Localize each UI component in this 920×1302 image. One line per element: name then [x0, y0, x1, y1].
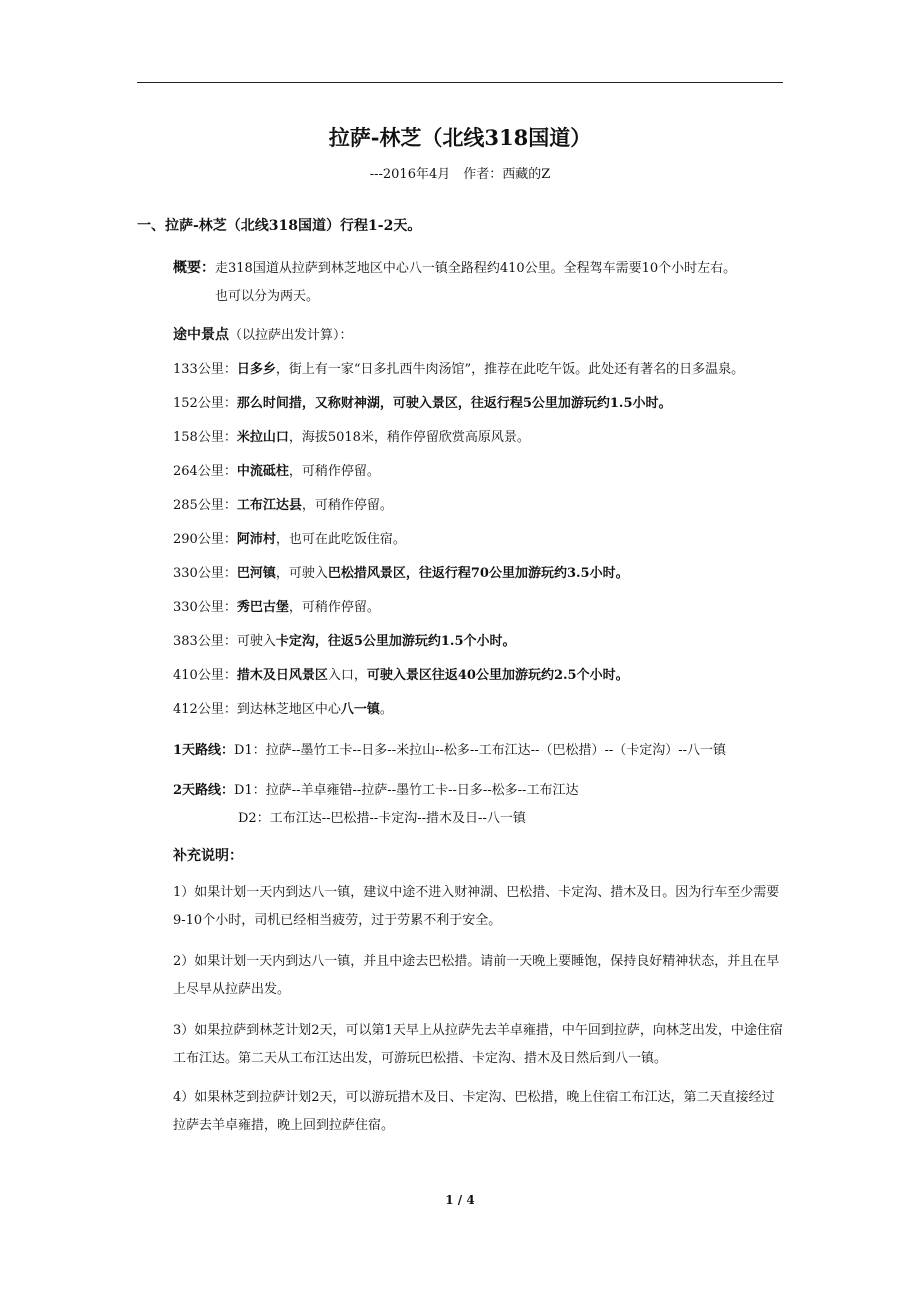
route-1-d1: D1：拉萨--墨竹工卡--日多--米拉山--松多--工布江达--（巴松措）--（卡定沟）--八一镇 — [234, 743, 727, 758]
stop-desc: ，可稍作停留。 — [301, 498, 393, 513]
route-1-day — [173, 739, 726, 758]
stop-name: 工布江达县 — [236, 498, 302, 513]
overview-label: 概要： — [173, 260, 215, 276]
stop-item — [173, 494, 393, 513]
stop-km: 152公里： — [173, 396, 237, 411]
stop-km: 133公里： — [173, 362, 237, 377]
sights-heading — [173, 324, 353, 344]
sights-note: （以拉萨出发计算）： — [229, 328, 353, 343]
note-item: 4）如果林芝到拉萨计划2天，可以游玩措木及日、卡定沟、巴松措，晚上住宿工布江达，第二天直接经过拉萨去羊卓雍措，晚上回到拉萨住宿。 — [173, 1090, 775, 1133]
page-title: 拉萨-林芝（北线318国道） — [328, 125, 592, 150]
stop-name: 日多乡 — [236, 362, 276, 377]
stop-name: 阿沛村 — [236, 532, 276, 547]
stop-desc: 。 — [379, 702, 393, 717]
stop-km: 264公里： — [173, 464, 237, 479]
stop-desc: ，可稍作停留。 — [288, 464, 380, 479]
stop-desc: ，街上有一家“日多扎西牛肉汤馆”，推荐在此吃午饭。此处还有著名的日多温泉。 — [275, 362, 745, 377]
stop-item — [173, 392, 672, 411]
stop-km: 412公里： — [173, 702, 237, 717]
stop-desc: ，可驶入 — [275, 566, 328, 581]
overview-paragraph — [173, 257, 736, 277]
note-item: 2）如果计划一天内到达八一镇，并且中途去巴松措。请前一天晚上要睡饱，保持良好精神状态，并且在早上尽早从拉萨出发。 — [173, 954, 780, 997]
route-1-label: 1天路线： — [173, 743, 235, 758]
section-heading: 一、拉萨-林芝（北线318国道）行程1-2天。 — [137, 218, 422, 234]
stop-item — [173, 698, 393, 717]
stop-name: 卡定沟，往返5公里加游玩约1.5个小时。 — [275, 634, 516, 649]
stop-detail: 可驶入景区往返40公里加游玩约2.5个小时。 — [366, 668, 629, 683]
stop-name: 米拉山口 — [236, 430, 289, 445]
stop-km: 290公里： — [173, 532, 237, 547]
stop-item — [173, 460, 380, 479]
stop-desc: ，也可在此吃饭住宿。 — [275, 532, 406, 547]
overview-text-continued: 也可以分为两天。 — [215, 289, 320, 304]
overview-text: 走318国道从拉萨到林芝地区中心八一镇全路程约410公里。全程驾车需要10个小时左右。 — [215, 261, 737, 276]
stop-name: 措木及日风景区 — [236, 668, 328, 683]
page-number: 1 / 4 — [445, 1193, 475, 1207]
stop-km: 330公里： — [173, 566, 237, 581]
note-item: 1）如果计划一天内到达八一镇，建议中途不进入财神湖、巴松措、卡定沟、措木及日。因为行车至少需要9-10个小时，司机已经相当疲劳，过于劳累不利于安全。 — [173, 885, 780, 928]
stop-item — [173, 596, 380, 615]
stop-name: 那么时间措，又称财神湖，可驶入景区，往返行程5公里加游玩约1.5小时。 — [236, 396, 672, 411]
route-2-label: 2天路线： — [173, 783, 235, 798]
route-2-d1: D1：拉萨--羊卓雍错--拉萨--墨竹工卡--日多--松多--工布江达 — [234, 783, 579, 798]
stop-name: 八一镇 — [340, 702, 380, 717]
stop-km: 383公里： — [173, 634, 237, 649]
stop-desc: ，海拔5018米，稍作停留欣赏高原风景。 — [288, 430, 530, 445]
stop-km: 285公里： — [173, 498, 237, 513]
stop-prefix: 到达林芝地区中心 — [236, 702, 341, 717]
stop-item — [173, 630, 516, 649]
supplement-heading: 补充说明： — [173, 848, 243, 864]
stop-name: 巴河镇 — [236, 566, 276, 581]
stop-km: 410公里： — [173, 668, 237, 683]
stop-desc: 入口， — [327, 668, 367, 683]
stop-km: 330公里： — [173, 600, 237, 615]
sights-label: 途中景点 — [173, 327, 229, 343]
stop-name: 秀巴古堡 — [236, 600, 289, 615]
stop-prefix: 可驶入 — [236, 634, 276, 649]
stop-name: 中流砥柱 — [236, 464, 289, 479]
stop-item — [173, 562, 629, 581]
header-rule — [137, 82, 783, 83]
route-2-d2: D2：工布江达--巴松措--卡定沟--措木及日--八一镇 — [238, 811, 526, 826]
stop-km: 158公里： — [173, 430, 237, 445]
route-2-day — [173, 779, 578, 798]
note-item: 3）如果拉萨到林芝计划2天，可以第1天早上从拉萨先去羊卓雍措，中午回到拉萨，向林芝出发，中途住宿工布江达。第二天从工布江达出发，可游玩巴松措、卡定沟、措木及日然后到八一镇。 — [173, 1023, 783, 1066]
stop-detail: 巴松措风景区，往返行程70公里加游玩约3.5小时。 — [327, 566, 629, 581]
page-subtitle: ---2016年4月 作者：西藏的Z — [369, 167, 551, 182]
stop-item — [173, 664, 629, 683]
stop-item — [173, 358, 744, 377]
stop-item — [173, 528, 406, 547]
stop-desc: ，可稍作停留。 — [288, 600, 380, 615]
stop-item — [173, 426, 530, 445]
